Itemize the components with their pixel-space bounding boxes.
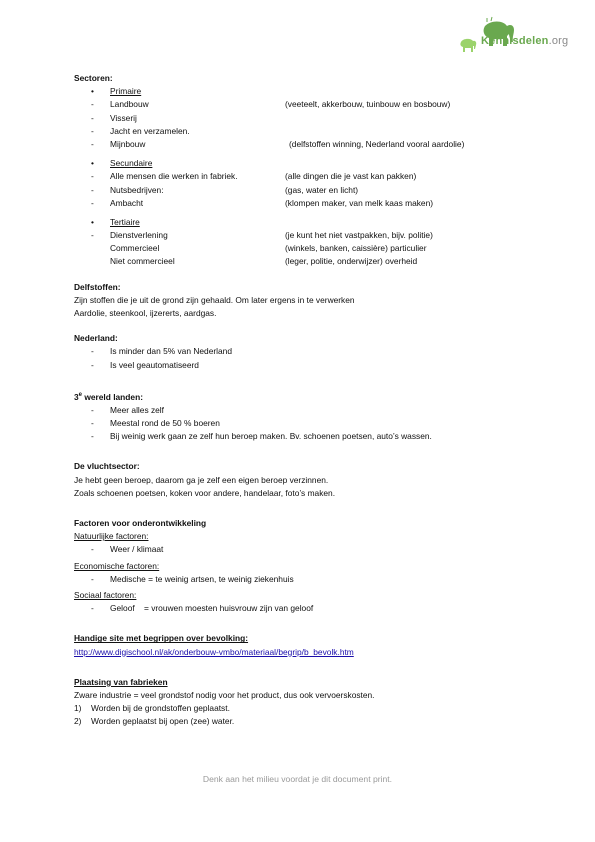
list-item: - Dienstverlening (je kunt het niet vastpakken, bijv. politie)	[74, 229, 534, 242]
item-label: Landbouw	[110, 99, 149, 110]
item-label: Meestal rond de 50 % boeren	[110, 418, 220, 429]
item-label: Medische = te weinig artsen, te weinig ziekenhuis	[110, 573, 294, 584]
secundaire-title-row	[74, 157, 534, 170]
item-label: Dienstverlening	[110, 230, 168, 241]
list-item: - Bij weinig werk gaan ze zelf hun beroep maken. Bv. schoenen poetsen, auto’s wassen.	[74, 430, 534, 443]
item-label: Commercieel	[110, 243, 160, 254]
item-number: 1)	[74, 703, 82, 714]
list-item: - Geloof = vrouwen moesten huisvrouw zijn van geloof	[74, 602, 534, 615]
fabrieken-heading: Plaatsing van fabrieken	[74, 676, 168, 687]
item-label: Worden geplaatst bij open (zee) water.	[91, 716, 235, 727]
item-label: Bij weinig werk gaan ze zelf hun beroep maken. Bv. schoenen poetsen, auto’s wassen.	[110, 431, 432, 442]
primaire-title: Primaire	[110, 86, 142, 97]
numbered-item	[74, 715, 534, 728]
item-label: Visserij	[110, 112, 137, 123]
sectoren-heading: Sectoren:	[74, 73, 113, 83]
list-item: - Landbouw (veeteelt, akkerbouw, tuinbouw en bosbouw)	[74, 98, 534, 111]
list-item: - Meestal rond de 50 % boeren	[74, 417, 534, 430]
item-label: Geloof = vrouwen moesten huisvrouw zijn van geloof	[110, 603, 314, 614]
factoren-heading: Factoren voor onderontwikkeling	[74, 518, 207, 528]
paragraph-line: Aardolie, steenkool, ijzererts, aardgas.	[74, 308, 217, 319]
item-note: (alle dingen die je vast kan pakken)	[285, 171, 417, 182]
delfstoffen-heading: Delfstoffen:	[74, 281, 121, 292]
list-item: - Alle mensen die werken in fabriek. (alle dingen die je vast kan pakken)	[74, 170, 534, 183]
tertiaire-title-row	[74, 216, 534, 229]
item-number: 2)	[74, 716, 82, 727]
list-item: - Is minder dan 5% van Nederland	[74, 345, 534, 358]
tertiaire-title: Tertiaire	[110, 216, 140, 227]
item-label: Mijnbouw	[110, 138, 146, 149]
sociaal-title: Sociaal factoren:	[74, 589, 137, 600]
item-note: (winkels, banken, caissière) particulier	[285, 243, 427, 254]
paragraph-line: Je hebt geen beroep, daarom ga je zelf een eigen beroep verzinnen.	[74, 474, 329, 485]
logo-tld: .org	[548, 35, 569, 47]
item-label: Jacht en verzamelen.	[110, 125, 190, 136]
list-item: - Weer / klimaat	[74, 543, 534, 556]
item-note: (je kunt het niet vastpakken, bijv. politie)	[285, 230, 433, 241]
vluchtsector-heading: De vluchtsector:	[74, 461, 140, 472]
list-item: - Jacht en verzamelen.	[74, 125, 534, 138]
item-label: Is veel geautomatiseerd	[110, 359, 199, 370]
list-item: - Nutsbedrijven: (gas, water en licht)	[74, 184, 534, 197]
item-note: (veeteelt, akkerbouw, tuinbouw en bosbouw)	[285, 99, 451, 110]
item-label: Is minder dan 5% van Nederland	[110, 346, 232, 357]
item-note: (delfstoffen winning, Nederland vooral aardolie)	[289, 138, 465, 149]
bullet-icon: •	[91, 86, 94, 97]
item-note: (klompen maker, van melk kaas maken)	[285, 197, 434, 208]
primaire-title-row	[74, 85, 534, 98]
footer-note: Denk aan het milieu voordat je dit document print.	[202, 774, 393, 784]
logo-brand: Kennisdelen	[481, 35, 549, 47]
list-item: - Is veel geautomatiseerd	[74, 359, 534, 372]
item-label: Niet commercieel	[110, 256, 175, 267]
natuurlijk-title: Natuurlijke factoren:	[74, 531, 149, 542]
secundaire-title: Secundaire	[110, 158, 153, 169]
economisch-title: Economische factoren:	[74, 560, 160, 571]
item-label: Weer / klimaat	[110, 544, 164, 555]
item-note: (leger, politie, onderwijzer) overheid	[285, 256, 418, 267]
paragraph-line: Zware industrie = veel grondstof nodig voor het product, dus ook vervoerskosten.	[74, 689, 375, 700]
bullet-icon: •	[91, 216, 94, 227]
logo-wordmark	[481, 35, 568, 48]
nederland-heading: Nederland:	[74, 333, 118, 344]
list-item: - Meer alles zelf	[74, 404, 534, 417]
item-label: Meer alles zelf	[110, 404, 164, 415]
item-label: Ambacht	[110, 197, 144, 208]
list-item	[74, 255, 534, 268]
bullet-icon: •	[91, 158, 94, 169]
paragraph-line: Zijn stoffen die je uit de grond zijn gehaald. Om later ergens in te verwerken	[74, 294, 355, 305]
item-label: Nutsbedrijven:	[110, 184, 164, 195]
paragraph-line: Zoals schoenen poetsen, koken voor andere, handelaar, foto’s maken.	[74, 487, 336, 498]
bevolking-link[interactable]: http://www.digischool.nl/ak/onderbouw-vmbo/materiaal/begrip/b_bevolk.htm	[74, 646, 354, 657]
list-item: - Mijnbouw (delfstoffen winning, Nederland vooral aardolie)	[74, 138, 534, 151]
list-item	[74, 242, 534, 255]
list-item: - Ambacht (klompen maker, van melk kaas maken)	[74, 197, 534, 210]
derde-wereld-heading: 3e wereld landen:	[74, 391, 143, 402]
numbered-item	[74, 702, 534, 715]
item-label: Worden bij de grondstoffen geplaatst.	[91, 703, 230, 714]
list-item: - Medische = te weinig artsen, te weinig ziekenhuis	[74, 573, 534, 586]
handige-site-heading: Handige site met begrippen over bevolking:	[74, 633, 249, 644]
document-body	[74, 72, 534, 729]
item-label: Alle mensen die werken in fabriek.	[110, 171, 238, 182]
list-item: - Visserij	[74, 112, 534, 125]
item-note: (gas, water en licht)	[285, 184, 359, 195]
